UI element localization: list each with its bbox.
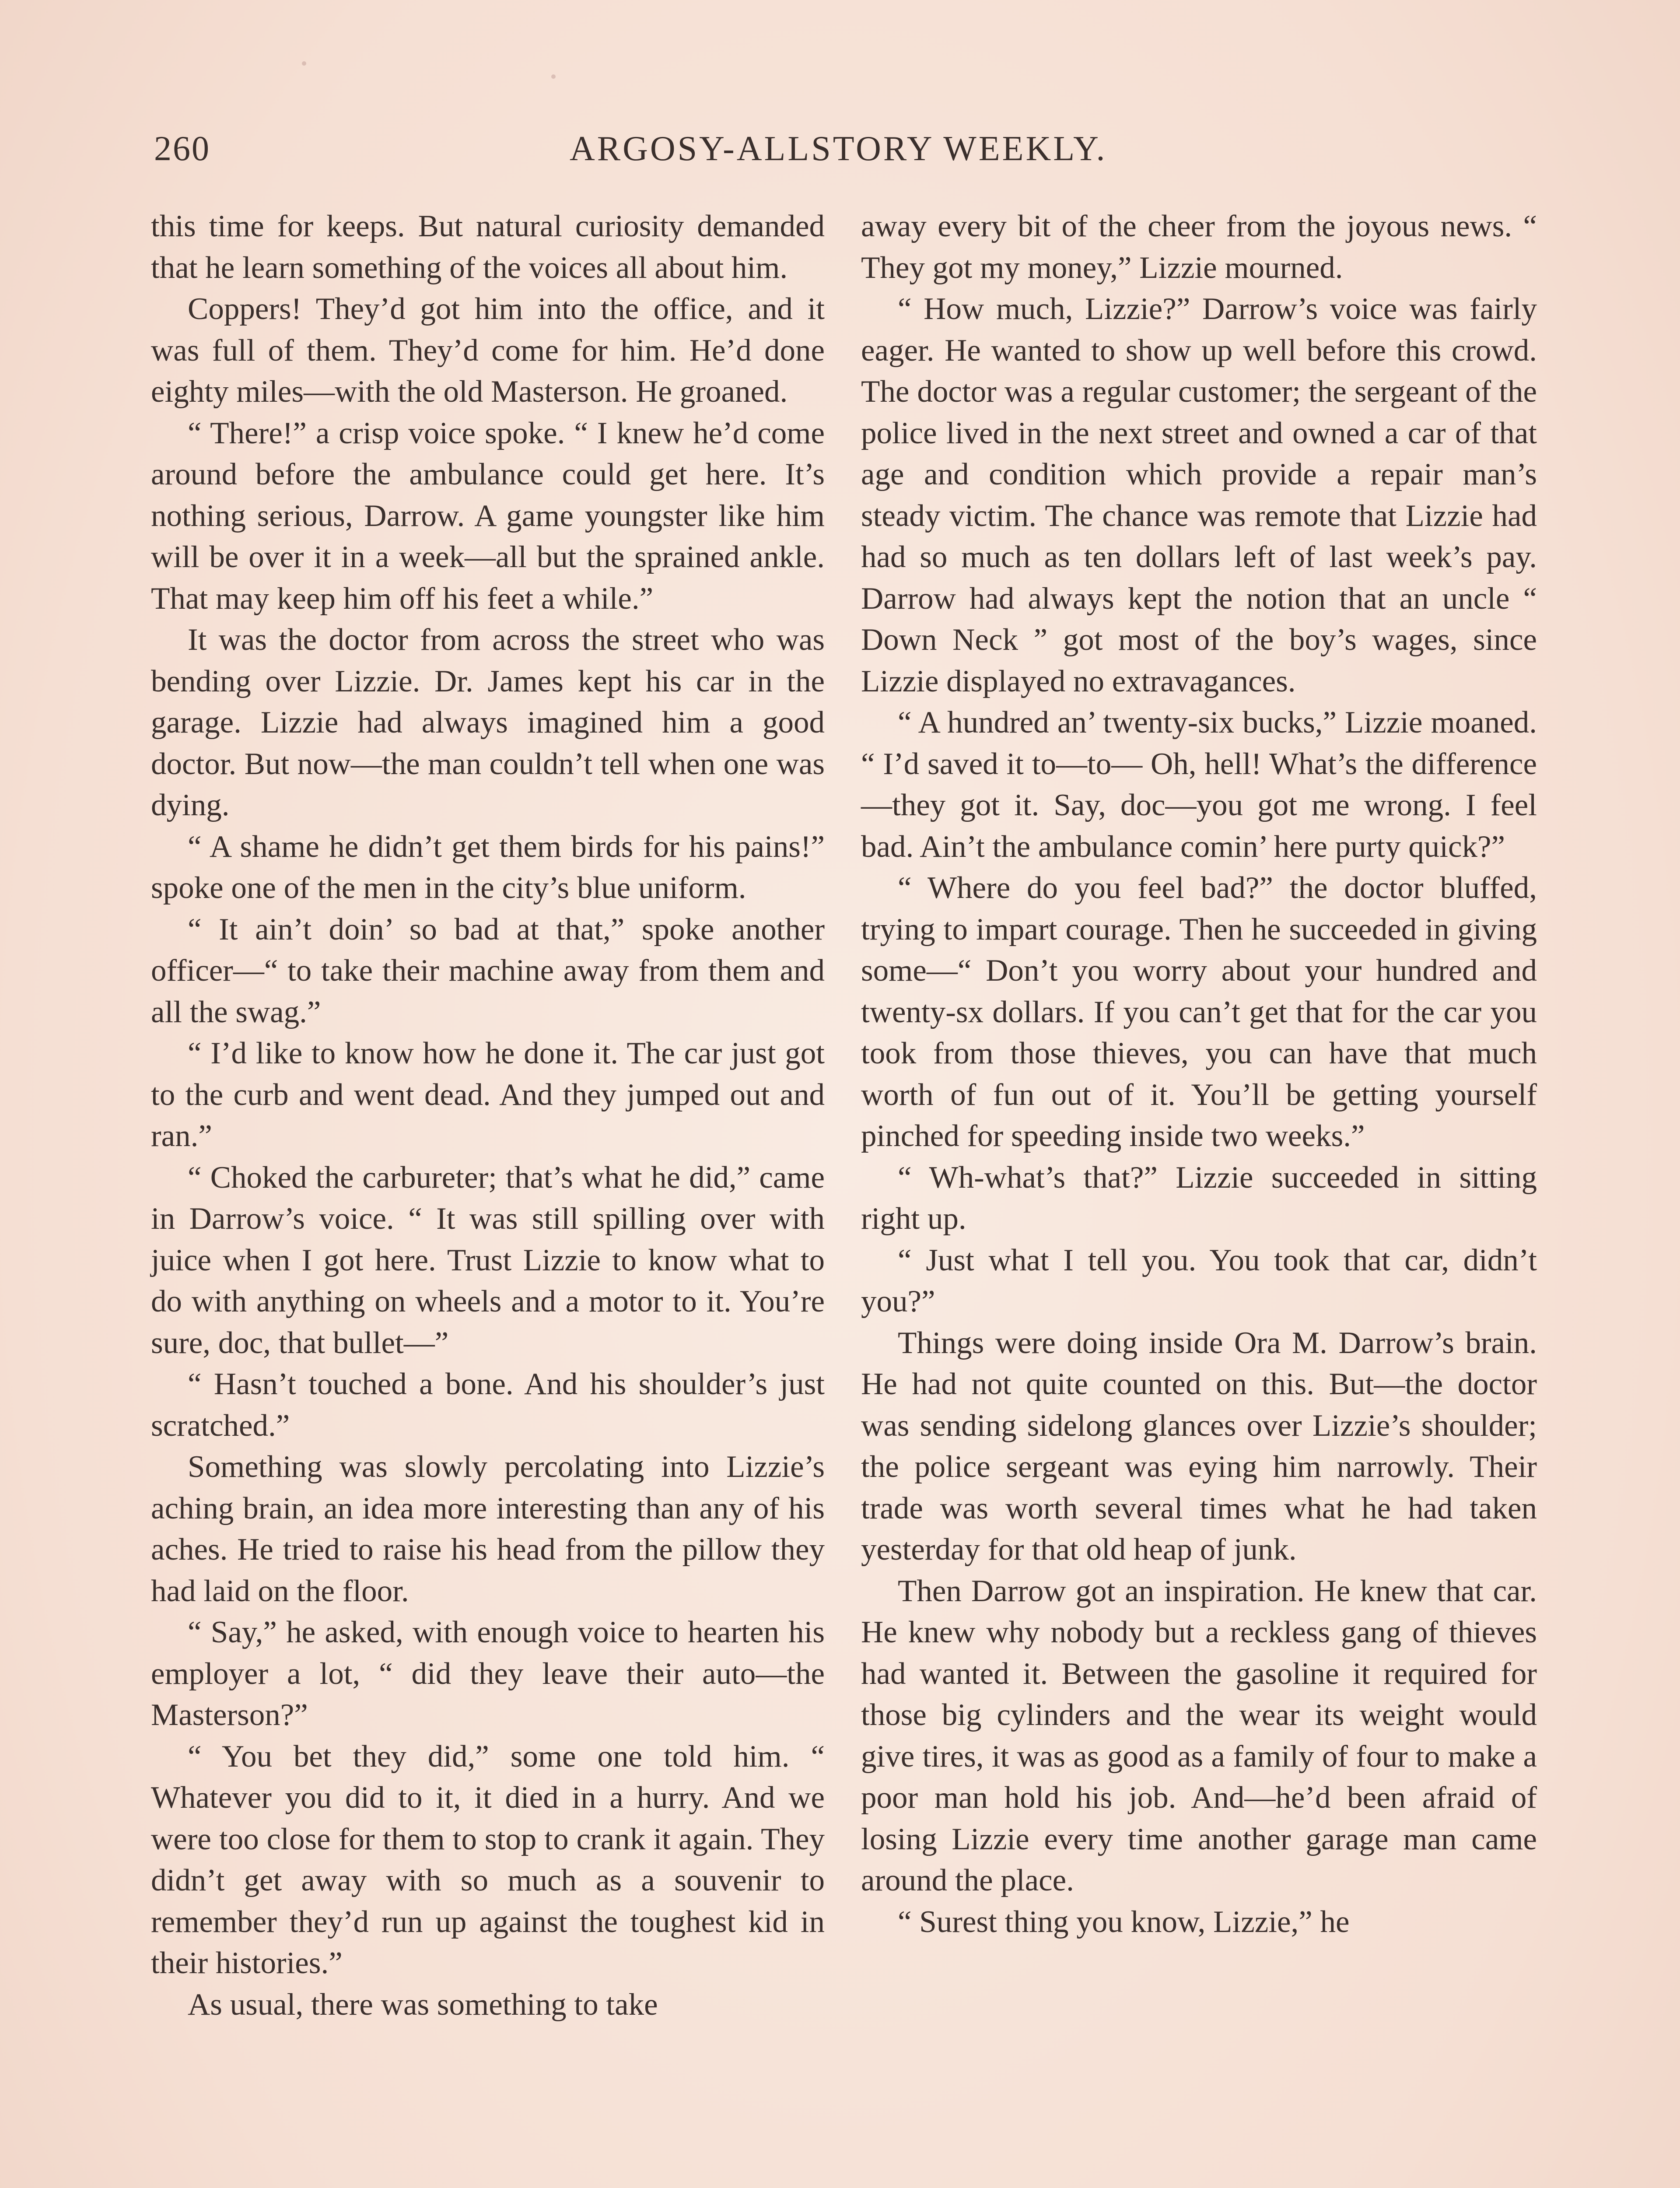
paragraph: “ A shame he didn’t get them birds for his pains!” spoke one of the men in the city’s blue uniform. bbox=[151, 829, 825, 905]
page-header bbox=[154, 125, 1536, 173]
paragraph: “ How much, Lizzie?” Darrow’s voice was fairly eager. He wanted to show up well before this crowd. The doctor was a regular customer; the sergeant of the police lived in the next street and owned a car of that age and condition which provide a repair man’s steady victim. The chance was remote that Lizzie had had so much as ten dollars left of last week’s pay. Darrow had always kept the notion that an uncle “ Down Neck ” got most of the boy’s wages, since Lizzie displayed no extravagances. bbox=[861, 292, 1537, 698]
page-number: 260 bbox=[154, 130, 210, 168]
paragraph: Something was slowly percolating into Lizzie’s aching brain, an idea more interesting than any of his aches. He tried to raise his head from the pillow they had laid on the floor. bbox=[151, 1450, 825, 1608]
right-text-column bbox=[861, 206, 1537, 1943]
paragraph: “ Just what I tell you. You took that car, didn’t you?” bbox=[861, 1243, 1537, 1318]
left-text-column bbox=[151, 206, 825, 2025]
paragraph: “ Wh-what’s that?” Lizzie succeeded in sitting right up. bbox=[861, 1160, 1537, 1236]
paragraph: “ Surest thing you know, Lizzie,” he bbox=[898, 1904, 1350, 1939]
paragraph: “ I’d like to know how he done it. The car just got to the curb and went dead. And they jumped out and ran.” bbox=[151, 1036, 825, 1153]
paragraph: It was the doctor from across the street who was bending over Lizzie. Dr. James kept his car in the garage. Lizzie had always imagined him a good doctor. But now—the man couldn’t tell when one was dying. bbox=[151, 623, 825, 822]
paper-speck bbox=[302, 61, 306, 66]
paragraph: “ A hundred an’ twenty-six bucks,” Lizzie moaned. “ I’d saved it to—to— Oh, hell! What’s the difference—they got it. Say, doc—you got me wrong. I feel bad. Ain’t the ambulance comin’ here purty quick?” bbox=[861, 705, 1537, 864]
paragraph: “ You bet they did,” some one told him. “ Whatever you did to it, it died in a hurry. And we were too close for them to stop to crank it again. They didn’t get away with so much as a souvenir to remember they’d run up against the toughest kid in their histories.” bbox=[151, 1739, 825, 1980]
paragraph: “ Choked the carbureter; that’s what he did,” came in Darrow’s voice. “ It was still spilling over with juice when I got here. Trust Lizzie to know what to do with anything on wheels and a motor to it. You’re sure, doc, that bullet—” bbox=[151, 1160, 825, 1360]
paragraph: this time for keeps. But natural curiosity demanded that he learn something of the voices all about him. bbox=[151, 209, 825, 285]
paragraph: away every bit of the cheer from the joyous news. “ They got my money,” Lizzie mourned. bbox=[861, 209, 1537, 285]
paragraph: Things were doing inside Ora M. Darrow’s brain. He had not quite counted on this. But—the doctor was sending sidelong glances over Lizzie’s shoulder; the police sergeant was eying him narrowly. Their trade was worth several times what he had taken yesterday for that old heap of junk. bbox=[861, 1325, 1537, 1567]
paragraph: “ It ain’t doin’ so bad at that,” spoke another officer—“ to take their machine away from them and all the swag.” bbox=[151, 912, 825, 1029]
running-head: ARGOSY-ALLSTORY WEEKLY. bbox=[570, 130, 1107, 168]
paragraph: “ There!” a crisp voice spoke. “ I knew he’d come around before the ambulance could get here. It’s nothing serious, Darrow. A game youngster like him will be over it in a week—all but the sprained ankle. That may keep him off his feet a while.” bbox=[151, 416, 825, 616]
paragraph: As usual, there was something to take bbox=[188, 1987, 658, 2022]
paragraph: “ Where do you feel bad?” the doctor bluffed, trying to impart courage. Then he succeeded in giving some—“ Don’t you worry about your hundred and twenty-sx dollars. If you can’t get that for the car you took from those thieves, you can have that much worth of fun out of it. You’ll be getting yourself pinched for speeding inside two weeks.” bbox=[861, 871, 1537, 1153]
paragraph: Coppers! They’d got him into the office, and it was full of them. They’d come for him. He’d done eighty miles—with the old Masterson. He groaned. bbox=[151, 292, 825, 409]
paper-speck bbox=[551, 74, 556, 79]
paragraph: Then Darrow got an inspiration. He knew that car. He knew why nobody but a reckless gang of thieves had wanted it. Between the gasoline it required for those big cylinders and the wear its weight would give tires, it was as good as a family of four to make a poor man hold his job. And—he’d been afraid of losing Lizzie every time another garage man came around the place. bbox=[861, 1574, 1537, 1897]
paragraph: “ Say,” he asked, with enough voice to hearten his employer a lot, “ did they leave their auto—the Masterson?” bbox=[151, 1615, 825, 1732]
paragraph: “ Hasn’t touched a bone. And his shoulder’s just scratched.” bbox=[151, 1367, 825, 1443]
